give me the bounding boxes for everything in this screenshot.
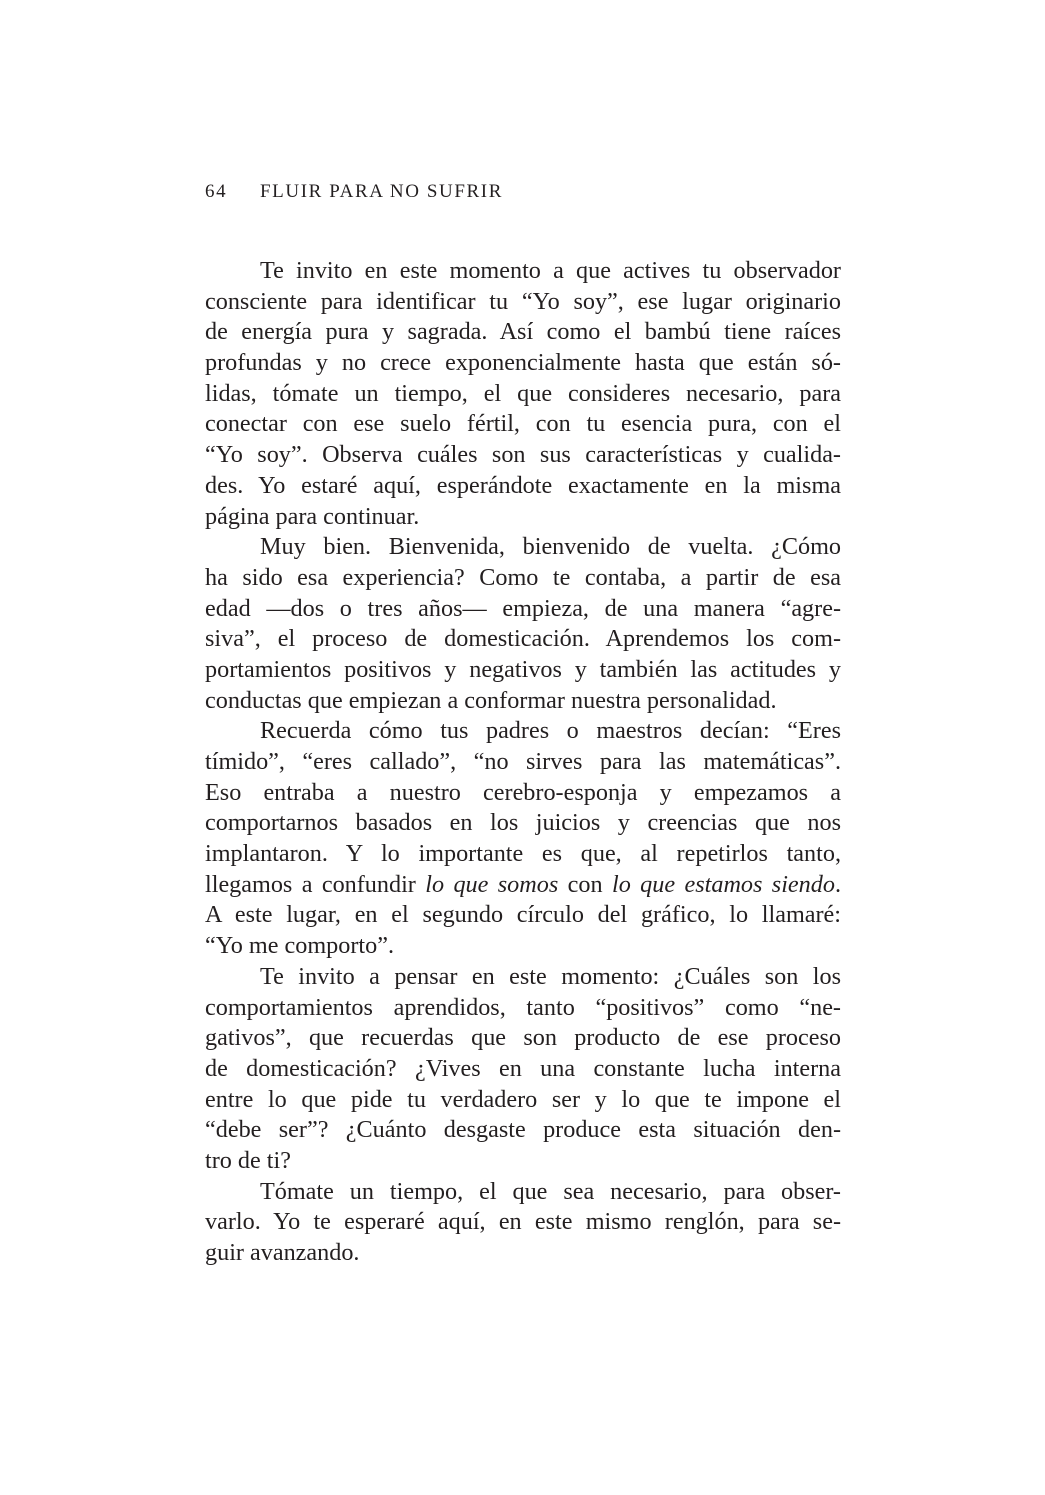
text-line: edad —dos o tres años— empieza, de una manera “agre-: [205, 594, 841, 622]
text-line: “Yo me comporto”.: [205, 932, 394, 960]
italic-phrase: lo que estamos siendo: [611, 870, 835, 898]
text-line: lidas, tómate un tiempo, el que consideres necesario, para: [205, 379, 841, 407]
text-line: siva”, el proceso de domesticación. Aprendemos los com-: [205, 625, 841, 653]
page-number: 64: [205, 181, 228, 202]
text-line: profundas y no crece exponencialmente hasta que están só-: [205, 349, 841, 377]
line-segment: .: [834, 870, 841, 898]
text-line: portamientos positivos y negativos y también las actitudes y: [205, 655, 841, 683]
text-line: de energía pura y sagrada. Así como el bambú tiene raíces: [205, 318, 841, 346]
text-line: comportarnos basados en los juicios y creencias que nos: [205, 809, 841, 837]
text-line: Muy bien. Bienvenida, bienvenido de vuelta. ¿Cómo: [260, 533, 841, 561]
text-line: varlo. Yo te esperaré aquí, en este mismo renglón, para se-: [205, 1208, 841, 1236]
text-line: tímido”, “eres callado”, “no sirves para las matemáticas”.: [205, 748, 841, 775]
text-line: Eso entraba a nuestro cerebro-esponja y empezamos a: [205, 778, 841, 806]
text-line: A este lugar, en el segundo círculo del gráfico, lo llamaré:: [205, 901, 841, 929]
text-line: página para continuar.: [205, 502, 420, 530]
line-segment: llegamos a confundir: [205, 870, 426, 898]
text-line: Te invito en este momento a que actives tu observador: [260, 257, 841, 284]
text-line: conectar con ese suelo fértil, con tu esencia pura, con el: [205, 410, 841, 438]
text-line: conductas que empiezan a conformar nuestra personalidad.: [205, 686, 777, 714]
text-line: implantaron. Y lo importante es que, al repetirlos tanto,: [205, 840, 841, 868]
text-line: Te invito a pensar en este momento: ¿Cuáles son los: [260, 962, 841, 990]
text-line: “debe ser”? ¿Cuánto desgaste produce esta situación den-: [205, 1116, 841, 1144]
text-line: des. Yo estaré aquí, esperándote exactamente en la misma: [205, 471, 841, 499]
text-line: de domesticación? ¿Vives en una constante lucha interna: [205, 1054, 841, 1082]
text-line: comportamientos aprendidos, tanto “positivos” como “ne-: [205, 993, 841, 1021]
text-line: Tómate un tiempo, el que sea necesario, para obser-: [260, 1177, 841, 1205]
text-line: ha sido esa experiencia? Como te contaba, a partir de esa: [205, 563, 841, 591]
text-line: entre lo que pide tu verdadero ser y lo que te impone el: [205, 1085, 841, 1113]
text-line: guir avanzando.: [205, 1239, 360, 1266]
text-line: consciente para identificar tu “Yo soy”, ese lugar originario: [205, 287, 841, 315]
text-line-with-italics: [205, 870, 841, 901]
line-segment: con: [558, 870, 612, 898]
italic-phrase: lo que somos: [425, 870, 559, 898]
running-header: [205, 178, 845, 206]
text-line: “Yo soy”. Observa cuáles son sus características y cualida-: [205, 441, 841, 469]
running-title: FLUIR PARA NO SUFRIR: [260, 181, 504, 202]
text-line: gativos”, que recuerdas que son producto de ese proceso: [205, 1024, 841, 1052]
body-text: [205, 256, 841, 1269]
text-line: Recuerda cómo tus padres o maestros decían: “Eres: [260, 717, 841, 745]
text-line: tro de ti?: [205, 1146, 291, 1174]
